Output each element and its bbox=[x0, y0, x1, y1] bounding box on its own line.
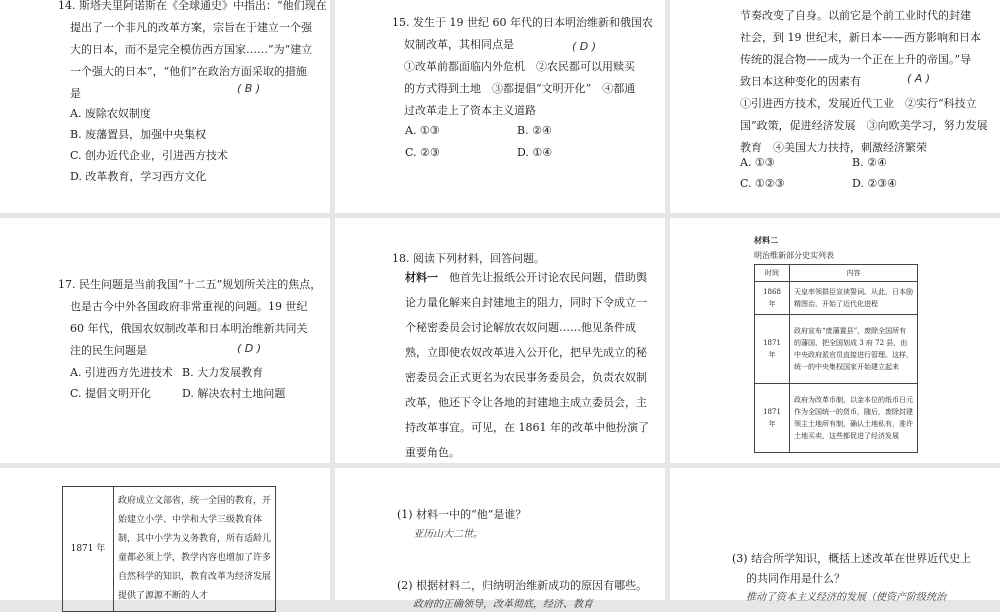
row-content: 政府成立文部省，统一全国的教育，开始建立小学、中学和大学三级教育体制，其中小学为义务教育，所有适龄儿童都必须上学，教学内容也增加了许多自然科学的知识，教育改革为经济发展提供了源源不断的人才 bbox=[114, 487, 276, 612]
question-18-parts-1-2-panel bbox=[335, 468, 665, 610]
question-15-stem bbox=[392, 12, 664, 122]
stem-line: 过改革走上了资本主义道路 bbox=[404, 104, 536, 117]
stem-line: 节奏改变了自身。以前它是个前工业时代的封建 bbox=[740, 9, 971, 22]
option-a: A. ①③ bbox=[405, 124, 440, 137]
stem-line: 奴制改革，其相同点是 bbox=[404, 38, 514, 51]
material-line: 论力量化解来自封建地主的阻力，同时下令成立一 bbox=[405, 296, 647, 309]
option-d: D. 改革教育，学习西方文化 bbox=[70, 170, 207, 183]
stem-line: 国”政策，促进经济发展 ③向欧美学习，努力发展 bbox=[740, 119, 988, 132]
option-a: A. 废除农奴制度 bbox=[70, 107, 151, 120]
question-18-material-1-panel bbox=[335, 218, 665, 463]
stem-line: ①引进西方技术，发展近代工业 ②实行“科技立 bbox=[740, 97, 977, 110]
table-row bbox=[755, 315, 918, 384]
stem-line: 60 年代，俄国农奴制改革和日本明治维新共同关 bbox=[70, 322, 308, 335]
question-18-intro: 18. 阅读下列材料，回答问题。 bbox=[392, 252, 545, 265]
header-content: 内容 bbox=[790, 265, 918, 282]
sub-question-3-line-1: (3) 结合所学知识，概括上述改革在世界近代史上 bbox=[732, 552, 972, 565]
history-table-continued bbox=[62, 486, 276, 612]
option-d: D. ②③④ bbox=[852, 177, 898, 190]
material-2-panel bbox=[670, 218, 1000, 463]
row-time: 1871 年 bbox=[755, 384, 790, 453]
stem-line: 17. 民生问题是当前我国“十二五”规划所关注的焦点， bbox=[58, 278, 322, 291]
answer-mark: ( B ) bbox=[237, 82, 261, 95]
history-table bbox=[754, 264, 918, 453]
question-14-stem bbox=[58, 0, 328, 105]
table-row bbox=[755, 384, 918, 453]
sub-question-2: (2) 根据材料二，归纳明治维新成功的原因有哪些。 bbox=[397, 579, 648, 592]
material-1-text bbox=[405, 265, 655, 465]
stem-line: 致日本这种变化的因素有 bbox=[740, 75, 861, 88]
question-15-panel bbox=[335, 0, 665, 213]
answer-mark: ( A ) bbox=[907, 72, 931, 85]
stem-line: 也是古今中外各国政府非常重视的问题。19 世纪 bbox=[70, 300, 308, 313]
stem-line: 社会，到 19 世纪末，新日本——西方影响和日本 bbox=[740, 31, 981, 44]
stem-line: 一个强大的日本”，“他们”在政治方面采取的措施 bbox=[70, 65, 307, 78]
sub-answer-3: 推动了资本主义经济的发展（使资产阶级统治 bbox=[746, 592, 946, 603]
material-2-subtitle: 明治维新部分史实列表 bbox=[754, 251, 834, 260]
material-2-continued-panel bbox=[0, 468, 330, 600]
option-a: A. 引进西方先进技术 bbox=[70, 366, 173, 379]
material-line: 熟，立即使农奴改革进入公开化，把早先成立的秘 bbox=[405, 346, 647, 359]
sub-question-1: (1) 材料一中的“他”是谁？ bbox=[397, 508, 527, 521]
stem-line: 15. 发生于 19 世纪 60 年代的日本明治维新和俄国农 bbox=[392, 16, 653, 29]
material-1-label: 材料一 bbox=[405, 271, 438, 284]
sub-question-3-line-2: 的共同作用是什么？ bbox=[746, 572, 845, 585]
stem-line: 大的日本，而不是完全模仿西方国家……”为“建立 bbox=[70, 43, 313, 56]
stem-line: 提出了一个非凡的改革方案，宗旨在于建立一个强 bbox=[70, 21, 312, 34]
question-16-stem bbox=[740, 5, 1000, 159]
option-d: D. ①④ bbox=[517, 146, 553, 159]
row-time: 1871 年 bbox=[755, 315, 790, 384]
answer-mark: ( D ) bbox=[237, 342, 262, 355]
material-line: 改革，他还下令让各地的封建地主成立委员会，主 bbox=[405, 396, 647, 409]
material-line: 密委员会正式更名为农民事务委员会，负责农奴制 bbox=[405, 371, 647, 384]
option-b: B. 大力发展教育 bbox=[182, 366, 264, 379]
stem-line: 是 bbox=[70, 87, 81, 100]
stem-line: 14. 斯塔夫里阿诺斯在《全球通史》中指出：“他们现在 bbox=[58, 0, 327, 12]
option-b: B. ②④ bbox=[517, 124, 552, 137]
row-content: 天皇率领群臣宣读誓词。从此，日本励精图治，开始了近代化进程 bbox=[790, 282, 918, 315]
option-a: A. ①③ bbox=[740, 156, 775, 169]
material-line: 他首先让报纸公开讨论农民问题，借助舆 bbox=[449, 271, 647, 284]
option-c: C. ②③ bbox=[405, 146, 440, 159]
question-14-panel bbox=[0, 0, 330, 213]
option-d: D. 解决农村土地问题 bbox=[182, 387, 286, 400]
stem-line: 传统的混合物——成为一个正在上升的帝国。”导 bbox=[740, 53, 972, 66]
table-row bbox=[63, 487, 276, 612]
option-c: C. 创办近代企业，引进西方技术 bbox=[70, 149, 229, 162]
stem-line: 的方式得到土地 ③都提倡“文明开化” ④都通 bbox=[404, 82, 636, 95]
option-c: C. 提倡文明开化 bbox=[70, 387, 152, 400]
question-17-panel bbox=[0, 218, 330, 463]
option-c: C. ①②③ bbox=[740, 177, 785, 190]
row-time: 1868 年 bbox=[755, 282, 790, 315]
stem-line: 教育 ④美国大力扶持，刺激经济繁荣 bbox=[740, 141, 927, 154]
sub-answer-2: 政府的正确领导，改革彻底，经济、教育 bbox=[413, 599, 593, 610]
material-line: 个秘密委员会讨论解放农奴问题……他见条件成 bbox=[405, 321, 636, 334]
option-b: B. 废藩置县，加强中央集权 bbox=[70, 128, 207, 141]
table-row bbox=[755, 282, 918, 315]
stem-line: ①改革前都面临内外危机 ②农民都可以用赎买 bbox=[404, 60, 635, 73]
question-18-part-3-panel bbox=[670, 468, 1000, 603]
material-line: 重要角色。 bbox=[405, 446, 460, 459]
sub-answer-1: 亚历山大二世。 bbox=[413, 529, 483, 540]
row-content: 政府宣布“废藩置县”，废除全国所有的藩国，把全国划成 3 府 72 县，由中央政府派官员直接进行管理。这样，统一的中央集权国家开始建立起来 bbox=[790, 315, 918, 384]
question-16-panel bbox=[670, 0, 1000, 213]
answer-mark: ( D ) bbox=[572, 40, 597, 53]
row-time: 1871 年 bbox=[63, 487, 114, 612]
option-b: B. ②④ bbox=[852, 156, 887, 169]
stem-line: 注的民生问题是 bbox=[70, 344, 147, 357]
question-17-stem bbox=[58, 274, 330, 362]
material-2-title: 材料二 bbox=[754, 235, 778, 245]
header-time: 时间 bbox=[755, 265, 790, 282]
row-content: 政府为改革币制，以金本位的纸币日元作为全国统一的货币，随后，废除封建领主土地所有制，确认土地私有，准许土地买卖，这些都促进了经济发展 bbox=[790, 384, 918, 453]
table-header-row bbox=[755, 265, 918, 282]
material-line: 持改革事宜。可见，在 1861 年的改革中他扮演了 bbox=[405, 421, 649, 434]
